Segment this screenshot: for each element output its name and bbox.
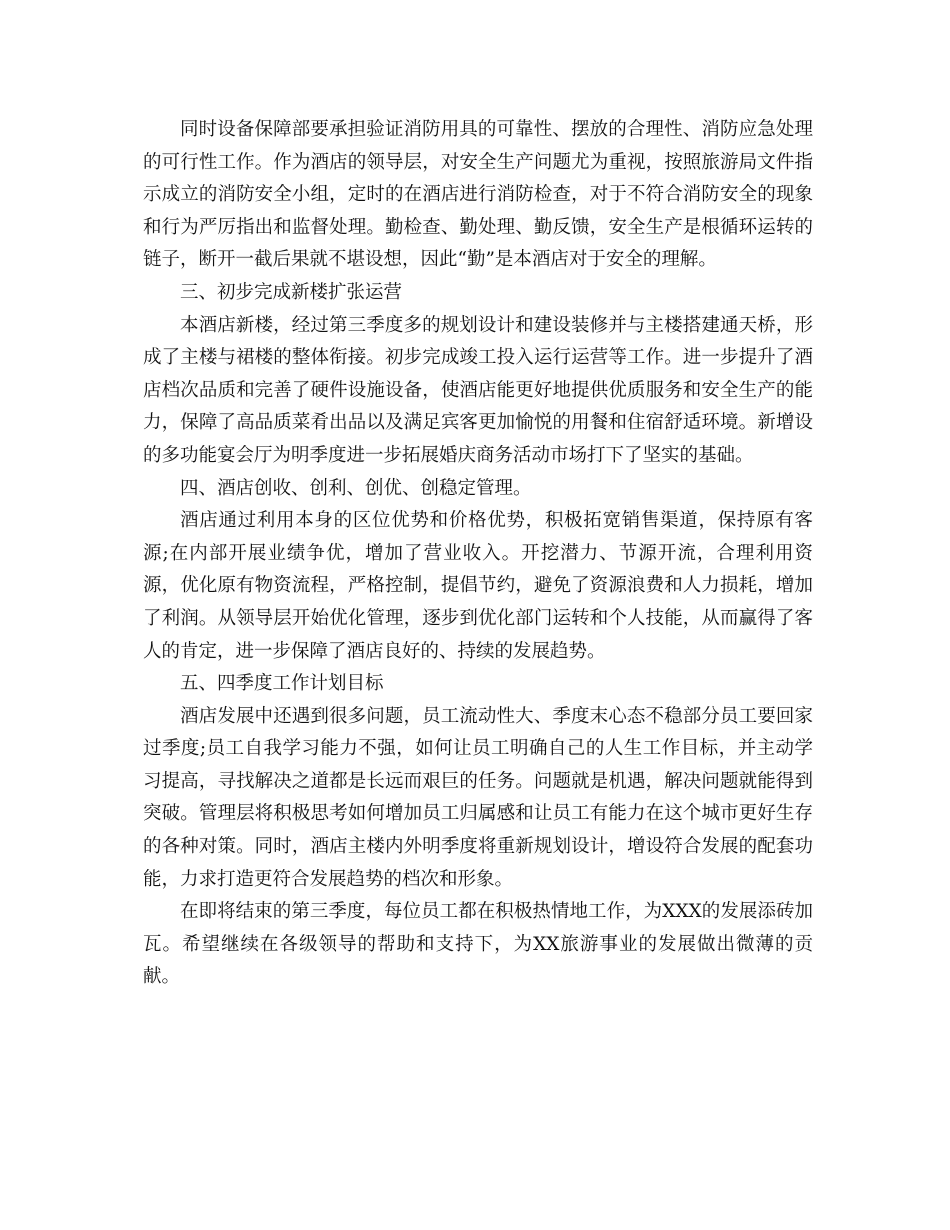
heading-revenue-management: 四、酒店创收、创利、创优、创稳定管理。 bbox=[180, 477, 532, 499]
paragraph-revenue-management: 酒店通过利用本身的区位优势和价格优势，积极拓宽销售渠道，保持原有客源;在内部开展业绩争优，增加了营业收入。开挖潜力、节源开流，合理利用资源，优化原有物资流程，严格控制，提倡节约，避免了资源浪费和人力损耗，增加了利润。从领导层开始优化管理，逐步到优化部门运转和个人技能，从而赢得了客人的肯定，进一步保障了酒店良好的、持续的发展趋势。 bbox=[143, 510, 813, 662]
heading-q4-plan: 五、四季度工作计划目标 bbox=[180, 673, 384, 695]
paragraph-q4-plan: 酒店发展中还遇到很多问题，员工流动性大、季度末心态不稳部分员工要回家过季度;员工自我学习能力不强，如何让员工明确自己的人生工作目标，并主动学习提高，寻找解决之道都是长远而艰巨的任务。问题就是机遇，解决问题就能得到突破。管理层将积极思考如何增加员工归属感和让员工有能力在这个城市更好生存的各种对策。同时，酒店主楼内外明季度将重新规划设计，增设符合发展的配套功能，力求打造更符合发展趋势的档次和形象。 bbox=[143, 705, 813, 890]
heading-new-building: 三、初步完成新楼扩张运营 bbox=[180, 281, 403, 303]
document-body bbox=[143, 114, 813, 994]
paragraph-new-building: 本酒店新楼，经过第三季度多的规划设计和建设装修并与主楼搭建通天桥，形成了主楼与裙楼的整体衔接。初步完成竣工投入运行运营等工作。进一步提升了酒店档次品质和完善了硬件设施设备，使酒店能更好地提供优质服务和安全生产的能力，保障了高品质菜肴出品以及满足宾客更加愉悦的用餐和住宿舒适环境。新增设的多功能宴会厅为明季度进一步拓展婚庆商务活动市场打下了坚实的基础。 bbox=[143, 314, 813, 466]
paragraph-closing: 在即将结束的第三季度，每位员工都在积极热情地工作，为XXX的发展添砖加瓦。希望继续在各级领导的帮助和支持下，为XX旅游事业的发展做出微薄的贡献。 bbox=[143, 901, 813, 988]
paragraph-safety-maintenance: 同时设备保障部要承担验证消防用具的可靠性、摆放的合理性、消防应急处理的可行性工作。作为酒店的领导层，对安全生产问题尤为重视，按照旅游局文件指示成立的消防安全小组，定时的在酒店进行消防检查，对于不符合消防安全的现象和行为严厉指出和监督处理。勤检查、勤处理、勤反馈，安全生产是根循环运转的链子，断开一截后果就不堪设想，因此“勤”是本酒店对于安全的理解。 bbox=[143, 119, 813, 271]
